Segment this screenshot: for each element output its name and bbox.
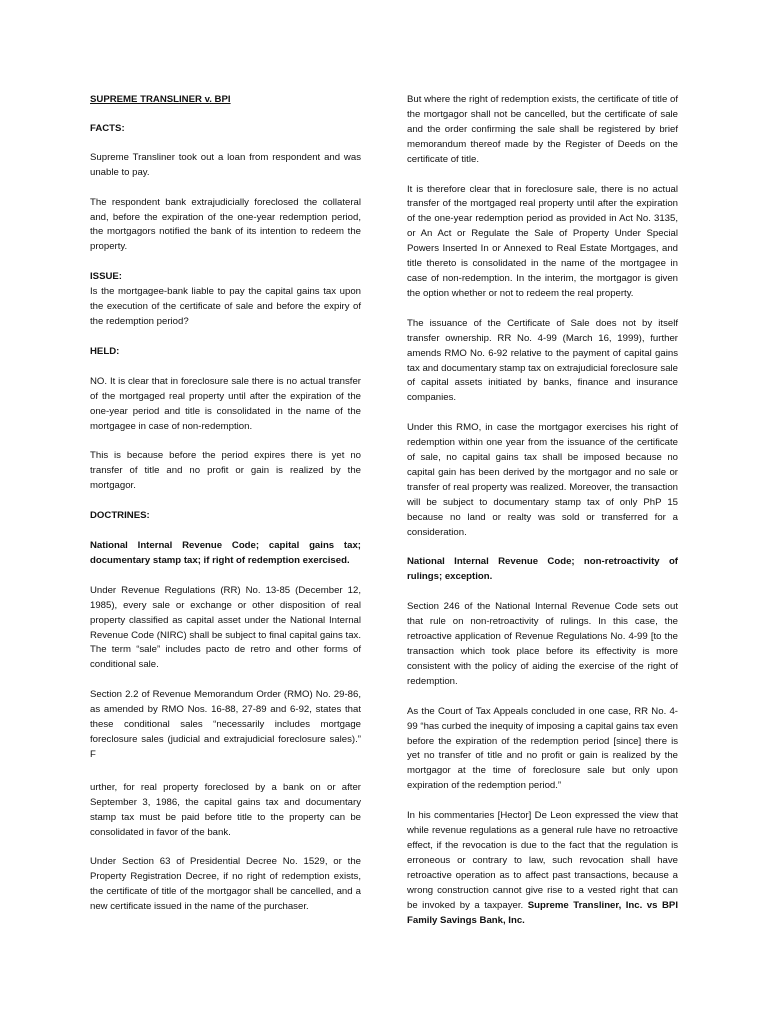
- body-paragraph: Section 246 of the National Internal Revenue Code sets out that rule on non-retroactivity of rulings. In this case, the retroactive application of Revenue Regulations No. 4-99 [to the transaction which took place before its effectivity is more consistent with the policy of aiding the exercise of the right of redemption.: [407, 601, 678, 687]
- doctrine-paragraph: Under Revenue Regulations (RR) No. 13-85 (December 12, 1985), every sale or exchange or other disposition of real property classified as capital asset under the National Internal Revenue Code (NIRC) shall be subject to final capital gains tax. The term “sale” includes pacto de retro and other forms of conditional sale.: [90, 584, 361, 671]
- held-heading: HELD:: [90, 345, 120, 357]
- body-paragraph: The issuance of the Certificate of Sale does not by itself transfer ownership. RR No. 4-99 (March 16, 1999), further amends RMO No. 6-92 relative to the payment of capital gains tax and documentary stamp tax on extrajudicial foreclosure sale of capital assets initiated by banks, finance and insurance companies.: [407, 317, 678, 404]
- body-paragraph: It is therefore clear that in foreclosure sale, there is no actual transfer of the mortgaged real property until after the expiration of the one-year redemption period as provided in Act No. 3135, or An Act or Regulate the Sale of Property Under Special Powers Inserted In or Annexed to Real Estate Mortgages, and title thereto is consolidated in the name of the mortgagee in case of non-redemption. In the interim, the mortgagor is given the option whether or not to redeem the real property.: [407, 183, 678, 299]
- facts-heading: FACTS:: [90, 122, 125, 134]
- case-title: SUPREME TRANSLINER v. BPI: [90, 94, 231, 105]
- body-paragraph: But where the right of redemption exists, the certificate of title of the mortgagor shall not be cancelled, but the certificate of sale and the order confirming the sale shall be registered by brief memorandum thereof made by the Register of Deeds on the certificate of title.: [407, 94, 678, 165]
- case-citation: Supreme Transliner, Inc. vs BPI Family Savings Bank, Inc.: [407, 899, 678, 926]
- left-column: [90, 93, 361, 915]
- commentary-text: In his commentaries [Hector] De Leon expressed the view that while revenue regulations as a general rule have no retroactive effect, if the revocation is due to the fact that the regulation is erroneous or contrary to law, such revocation shall have retroactive operation as to affect past transactions, because a wrong construction cannot give rise to a vested right that can be invoked by a taxpayer.: [407, 810, 678, 911]
- doctrine-paragraph: urther, for real property foreclosed by a bank on or after September 3, 1986, the capital gains tax and documentary stamp tax must be paid before title to the property can be consolidated in favor of the bank.: [90, 781, 361, 838]
- doctrine-heading: National Internal Revenue Code; capital gains tax; documentary stamp tax; if right of redemption exercised.: [90, 540, 361, 566]
- doctrine-paragraph: Section 2.2 of Revenue Memorandum Order (RMO) No. 29-86, as amended by RMO Nos. 16-88, 27-89 and 6-92, states that these conditional sales “necessarily includes mortgage foreclosure sales (judicial and extrajudicial foreclosure sales).” F: [90, 689, 361, 760]
- body-paragraph: As the Court of Tax Appeals concluded in one case, RR No. 4-99 “has curbed the inequity of imposing a capital gains tax even before the expiration of the redemption period [since] there is yet no transfer of title and no profit or gain is realized by the mortgagor at the time of foreclosure sale but only upon expiration of the redemption period.”: [407, 705, 678, 792]
- doctrines-heading: DOCTRINES:: [90, 510, 150, 522]
- doctrine-paragraph: Under Section 63 of Presidential Decree No. 1529, or the Property Registration Decree, if no right of redemption exists, the certificate of title of the mortgagor shall be cancelled, and a new certificate issued in the name of the purchaser.: [90, 856, 361, 913]
- right-column: [407, 93, 678, 928]
- facts-paragraph: Supreme Transliner took out a loan from respondent and was unable to pay.: [90, 151, 361, 178]
- issue-paragraph: Is the mortgagee-bank liable to pay the capital gains tax upon the execution of the certificate of sale and before the expiry of the redemption period?: [90, 286, 361, 327]
- doctrine-heading: National Internal Revenue Code; non-retroactivity of rulings; exception.: [407, 556, 678, 583]
- body-paragraph: [407, 809, 678, 928]
- facts-paragraph: The respondent bank extrajudicially foreclosed the collateral and, before the expiration of the one-year redemption period, the mortgagors notified the bank of its intention to redeem the property.: [90, 196, 361, 253]
- held-paragraph: NO. It is clear that in foreclosure sale there is no actual transfer of the mortgaged real property until after the expiration of the one-year period and title is consolidated in the name of the mortgagee in case of non-redemption.: [90, 375, 361, 432]
- held-paragraph: This is because before the period expires there is yet no transfer of title and no profit or gain is realized by the mortgagor.: [90, 450, 361, 492]
- body-paragraph: Under this RMO, in case the mortgagor exercises his right of redemption within one year from the issuance of the certificate of sale, no capital gains tax shall be imposed because no capital gain has been derived by the mortgagor and no sale or transfer of real property was realized. Moreover, the transaction will be subject to documentary stamp tax of only PhP 15 because no land or realty was sold or transferred for a consideration.: [407, 422, 678, 538]
- issue-heading: ISSUE:: [90, 271, 122, 283]
